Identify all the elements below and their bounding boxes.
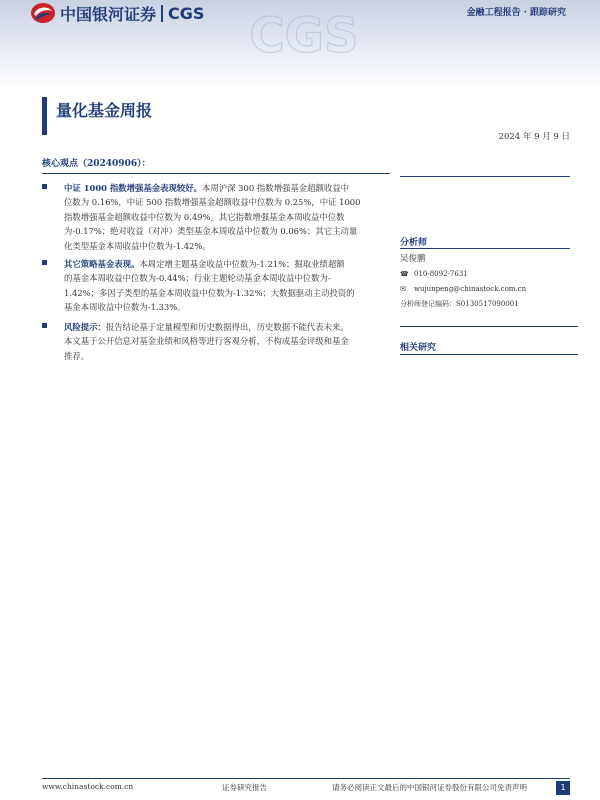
cgs-watermark bbox=[249, 8, 359, 64]
bullet-line: 推荐。 bbox=[64, 350, 90, 361]
bullet-marker bbox=[42, 323, 47, 328]
phone-number: 010-8092-7631 bbox=[414, 270, 468, 278]
footer-rule bbox=[42, 778, 570, 779]
bullet-line: 本周沪深 300 指数增强基金超额收益中 bbox=[202, 183, 349, 193]
bullet-line: 1.42%；多因子类型的基金本周收益中位数为-1.32%；大数据驱动主动投资的 bbox=[64, 287, 355, 298]
analyst-email bbox=[400, 285, 526, 293]
footer-center-label: 证券研究报告 bbox=[222, 783, 267, 792]
logo-mark-icon bbox=[30, 2, 56, 24]
analyst-phone bbox=[400, 270, 468, 278]
email-icon: ✉ bbox=[400, 285, 406, 293]
bullet-line: 为-0.17%；绝对收益（对冲）类型基金本周收益中位数为 0.06%；其它主动量 bbox=[64, 226, 358, 237]
bullet-item bbox=[42, 320, 388, 363]
registration-code: S0130517090001 bbox=[456, 300, 519, 308]
footer-disclaimer: 请务必阅读正文最后的中国银河证券股份有限公司免责声明 bbox=[332, 783, 527, 792]
watermark-text: CGS bbox=[249, 8, 359, 64]
bullet-marker bbox=[42, 260, 47, 265]
bullet-marker bbox=[42, 184, 47, 189]
bullet-text bbox=[64, 257, 388, 315]
brand-name-cn: 中国银河证券 bbox=[60, 4, 157, 24]
page-number: 1 bbox=[556, 781, 570, 795]
bullet-item bbox=[42, 257, 388, 315]
analyst-rule bbox=[400, 248, 570, 249]
bullet-line: 报告结论基于定量模型和历史数据得出，历史数据不能代表未来。 bbox=[105, 322, 349, 332]
company-logo bbox=[30, 0, 204, 26]
bullet-line: 本文基于公开信息对基金业绩和风格等进行客观分析，不构成基金评级和基金 bbox=[64, 336, 349, 347]
bullet-text bbox=[64, 181, 388, 253]
report-date: 2024 年 9 月 9 日 bbox=[498, 132, 570, 142]
bullet-heading: 风险提示： bbox=[64, 322, 106, 332]
core-view-rule bbox=[42, 173, 390, 174]
email-address[interactable]: wujunpeng@chinastock.com.cn bbox=[414, 285, 527, 293]
report-title: 量化基金周报 bbox=[56, 101, 153, 120]
bullet-line: 基金本周收益中位数为-1.33%。 bbox=[64, 302, 186, 313]
bullet-line: 化类型基金本周收益中位数为-1.42%。 bbox=[64, 240, 211, 251]
bullet-line: 指数增强基金超额收益中位数为 0.49%。其它指数增强基金本周收益中位数 bbox=[64, 211, 345, 222]
bullet-text bbox=[64, 320, 388, 363]
core-view-label: 核心观点（20240906）： bbox=[42, 159, 151, 169]
registration-label: 分析师登记编码： bbox=[400, 300, 456, 308]
report-type-label: 金融工程报告 · 跟踪研究 bbox=[466, 8, 566, 18]
related-bottom-rule bbox=[400, 354, 578, 355]
related-top-rule bbox=[400, 326, 578, 327]
bullet-line: 的基金本周收益中位数为-0.44%；行业主题轮动基金本周收益中位数为- bbox=[64, 273, 331, 284]
sidebar-top-rule bbox=[400, 176, 570, 177]
related-research-label: 相关研究 bbox=[400, 343, 437, 353]
footer-website[interactable]: www.chinastock.com.cn bbox=[42, 782, 134, 791]
bullet-heading: 中证 1000 指数增强基金表现较好。 bbox=[64, 183, 203, 193]
bullet-heading: 其它策略基金表现。 bbox=[64, 259, 140, 269]
analyst-label: 分析师 bbox=[400, 238, 428, 248]
brand-name-en: CGS bbox=[168, 3, 205, 23]
title-accent-bar bbox=[42, 97, 47, 135]
bullet-line: 位数为 0.16%，中证 500 指数增强基金超额收益中位数为 0.25%，中证 1000 bbox=[64, 197, 361, 208]
bullet-line: 本周定增主题基金收益中位数为-1.21%；掘取业绩超额 bbox=[139, 259, 345, 269]
phone-icon: ☎ bbox=[400, 270, 409, 278]
bullet-item bbox=[42, 181, 388, 253]
analyst-name: 吴俊鹏 bbox=[400, 254, 426, 264]
logo-separator bbox=[161, 5, 163, 22]
analyst-registration bbox=[400, 299, 519, 309]
